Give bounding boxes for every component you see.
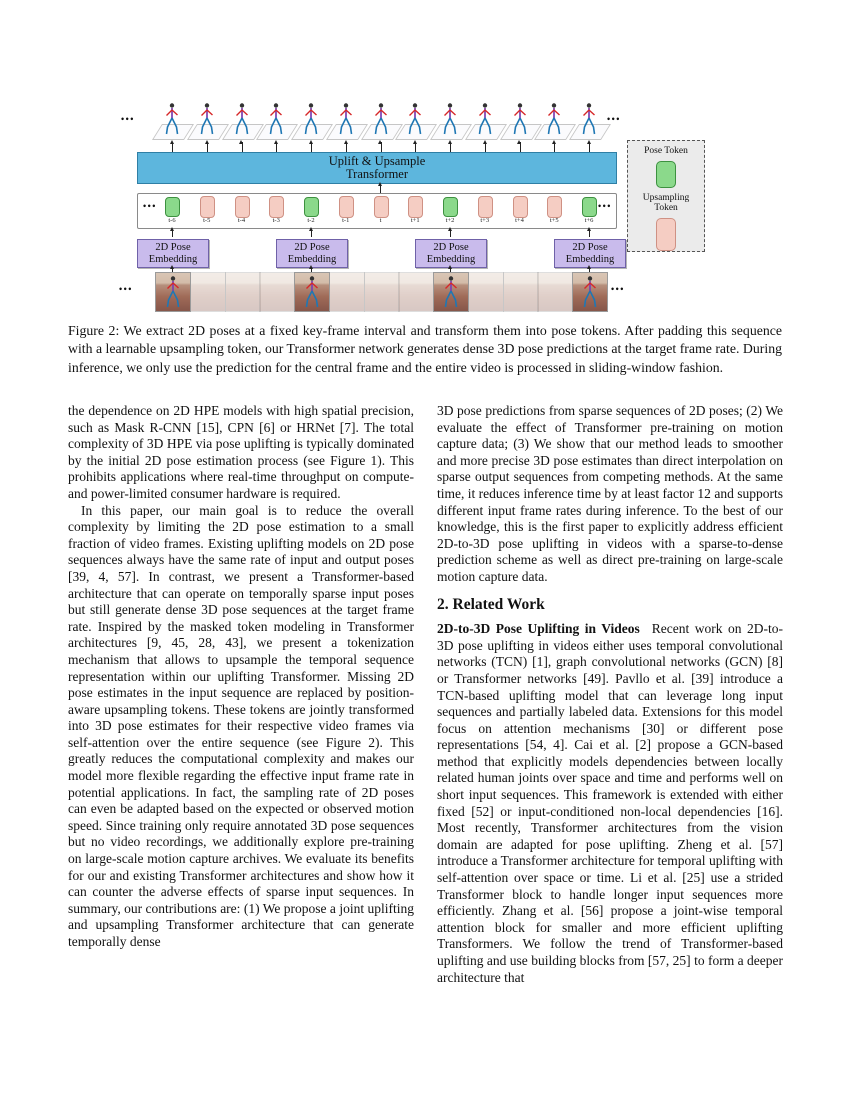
arrow-up-icon (346, 142, 347, 152)
token-frame-label: t (379, 217, 382, 224)
ellipsis-frames-right: ••• (611, 284, 625, 294)
pose-3d-skeleton-icon (336, 102, 356, 136)
arrow-up-icon (589, 142, 590, 152)
token-frame-label: t+4 (515, 217, 524, 224)
arrow-up-icon (450, 142, 451, 152)
ellipsis-skeletons-left: ••• (121, 114, 135, 124)
arrow-up-icon (589, 229, 590, 237)
upsampling-token (478, 196, 493, 218)
arrow-up-icon (589, 267, 590, 272)
video-frame (329, 272, 365, 312)
arrow-up-icon (554, 142, 555, 152)
embedding-label-line2: Embedding (287, 253, 337, 265)
pose-3d-skeleton-icon (510, 102, 530, 136)
paragraph: In this paper, our main goal is to reduce the overall complexity by limiting the 2D pose estimation to a small fraction of video frames. Existing uplifting models on 2D pose sequences always have the same rate of input and output poses [39, 4, 57]. In contrast, we present a Transformer-based architecture that can operate on temporally sparse input poses but still generate dense 3D pose sequences at the target frame rate. Inspired by the masked token modeling in Transformer architectures [9, 45, 28, 43], we present a tokenization mechanism that allows to upsample the temporal sequence representation within our uplifting Transformer. Missing 2D pose estimates in the input sequence are replaced by position-aware upsampling tokens. These tokens are jointly transformed into 3D pose estimates for their respective video frames via self-attention over the entire sequence (see Figure 2). This greatly reduces the computational complexity and makes our model more flexible regarding the effective input frame rate in potential applications. In fact, the sampling rate of 2D poses can even be adapted based on the expected or observed motion speed. Since training only require annotated 3D pose sequences but no video recordings, we additionally explore pre-training on large-scale motion capture archives. We evaluate its benefits for our and existing Transformer architectures and show how it can counter the adverse effects of sparse input sequences. In summary, our contributions are: (1) We propose a joint uplifting and upsampling Transformer architecture that can generate temporally dense (68, 502, 414, 949)
token-legend (627, 140, 705, 252)
arrow-up-icon (450, 267, 451, 272)
video-frame (364, 272, 400, 312)
arrow-up-icon (276, 142, 277, 152)
embedding-label-line2: Embedding (565, 253, 615, 265)
paragraph-lead-bold: 2D-to-3D Pose Uplifting in Videos (437, 621, 640, 637)
token-frame-label: t-1 (342, 217, 350, 224)
embedding-label-line2: Embedding (148, 253, 198, 265)
skeleton-glyph (405, 102, 425, 136)
video-frame (537, 272, 573, 312)
video-frame (155, 272, 191, 312)
pose-3d-skeleton-icon (232, 102, 252, 136)
token-frame-label: t-5 (203, 217, 211, 224)
paragraph: the dependence on 2D HPE models with high spatial precision, such as Mask R-CNN [15], CPN [6] or HRNet [7]. The total complexity of 3D HPE via pose uplifting is typically dominated by the initial 2D pose estimation process (see Figure 1). This prohibits applications where real-time throughput on compute- and power-limited consumer hardware is required. (68, 403, 414, 501)
skeleton-glyph (475, 102, 495, 136)
skeleton-glyph (336, 102, 356, 136)
token-frame-label: t+1 (410, 217, 420, 224)
token-frame-label: t+2 (445, 217, 455, 224)
arrow-up-icon (520, 142, 521, 152)
video-frame (468, 272, 504, 312)
skeleton-glyph (371, 102, 391, 136)
skeleton-glyph (440, 102, 460, 136)
token-frame-label: t-4 (237, 217, 246, 224)
upsampling-token (408, 196, 423, 218)
arrow-up-icon (450, 229, 451, 237)
pose-3d-skeleton-icon (266, 102, 286, 136)
right-column (437, 403, 783, 986)
transformer-label-line2: Transformer (345, 167, 409, 181)
arrow-up-icon (172, 267, 173, 272)
arrow-up-icon (172, 142, 173, 152)
skeleton-glyph (163, 275, 183, 309)
video-frame (190, 272, 226, 312)
video-frame (259, 272, 295, 312)
upsampling-token-swatch (656, 218, 676, 251)
legend-pose-token-label: Pose Token (644, 146, 688, 156)
skeleton-glyph (266, 102, 286, 136)
pose-token (165, 197, 180, 217)
upsampling-token (374, 196, 389, 218)
pose-3d-skeleton-icon (405, 102, 425, 136)
pose-3d-skeleton-icon (544, 102, 564, 136)
token-frame-label: t-2 (307, 217, 315, 224)
embedding-label-line1: 2D Pose (433, 242, 469, 253)
figure-2-diagram (67, 96, 707, 314)
skeleton-glyph (162, 102, 182, 136)
embedding-label-line1: 2D Pose (155, 242, 191, 253)
arrow-up-icon (311, 267, 312, 272)
legend-upsampling-token-label: Upsampling Token (642, 192, 690, 214)
ellipsis-tokens-right: ••• (598, 201, 612, 211)
pose-3d-skeleton-icon (301, 102, 321, 136)
skeleton-glyph (441, 275, 461, 309)
pose-3d-skeleton-icon (475, 102, 495, 136)
pose-3d-skeleton-icon (371, 102, 391, 136)
pose-token (582, 197, 597, 217)
video-frame (398, 272, 434, 312)
video-frame (433, 272, 469, 312)
skeleton-glyph (510, 102, 530, 136)
paragraph (437, 621, 783, 986)
skeleton-glyph (579, 102, 599, 136)
arrow-up-icon (415, 142, 416, 152)
arrow-up-icon (172, 229, 173, 237)
upsampling-token (547, 196, 562, 218)
upsampling-token (269, 196, 284, 218)
pose-3d-skeleton-icon (197, 102, 217, 136)
pose-token-swatch (656, 161, 676, 188)
arrow-up-icon (207, 142, 208, 152)
video-frame (503, 272, 539, 312)
pose-2d-overlay-icon (580, 275, 600, 309)
paragraph-text: Recent work on 2D-to-3D pose uplifting in videos either uses temporal convolutional networks (TCN) [1], graph convolutional networks (GCN) [8] or Transformer networks [49]. Pavllo et al. [39] introduce a TCN-based uplifting model that can leverage long input sequences and partially labeled data. Extensions for this model focus on attention mechanisms [30] or different pose representations [54, 4]. Cai et al. [2] propose a GCN-based method that explicitly models dependencies between locally related human joints over space and time and performs well on short input sequences. This framework is extended with either fixed [52] or input-conditioned non-local dependencies [16]. Most recently, Transformer architectures from the vision domain are adapted for pose uplifting. Zheng et al. [57] introduce a Transformer architecture for temporal uplifting with self-attention over space or time. Li et al. [25] use a strided Transformer block to handle longer input sequences more efficiently. Zhang et al. [56] propose a joint-wise temporal attention block for smaller and more efficient uplifting Transformers. We follow the trend of Transformer-based uplifting and use building blocks from [57, 25] to form a deeper architecture that (437, 621, 783, 985)
token-frame-label: t-6 (168, 217, 176, 224)
arrow-up-icon (311, 142, 312, 152)
paragraph: 3D pose predictions from sparse sequences of 2D poses; (2) We evaluate the effect of Transformer pre-training on motion capture data; (3) We show that our method leads to smoother and more precise 3D pose estimates than direct interpolation on sparse output sequences from competing methods. At the same time, it reduces inference time by at least factor 12 and supports different input frame rates during inference. To the best of our knowledge, this is the first paper to explicitly address efficient 2D-to-3D pose uplifting in videos with a sparse-to-dense prediction scheme as well as direct pre-training on large-scale motion capture data. (437, 403, 783, 584)
token-frame-label: t+6 (584, 217, 594, 224)
token-frame-label: t+5 (549, 217, 559, 224)
left-column (68, 403, 414, 951)
skeleton-glyph (544, 102, 564, 136)
pose-3d-skeleton-icon (162, 102, 182, 136)
transformer-label-line1: Uplift & Upsample (328, 153, 426, 168)
embedding-label-line2: Embedding (426, 253, 476, 265)
video-frame (225, 272, 261, 312)
video-frame (572, 272, 608, 312)
skeleton-glyph (301, 102, 321, 136)
upsampling-token (235, 196, 250, 218)
arrow-up-icon (380, 184, 381, 193)
pose-3d-skeleton-icon (440, 102, 460, 136)
pose-2d-overlay-icon (302, 275, 322, 309)
token-frame-label: t-3 (272, 217, 280, 224)
pose-token (443, 197, 458, 217)
ellipsis-frames-left: ••• (119, 284, 133, 294)
arrow-up-icon (242, 142, 243, 152)
ellipsis-skeletons-right: ••• (607, 114, 621, 124)
video-frame (294, 272, 330, 312)
arrow-up-icon (381, 142, 382, 152)
upsampling-token (200, 196, 215, 218)
ellipsis-tokens-left: ••• (143, 201, 157, 211)
pose-token (304, 197, 319, 217)
figure-2-caption: Figure 2: We extract 2D poses at a fixed key-frame interval and transform them into pose tokens. After padding this sequence with a learnable upsampling token, our Transformer network generates dense 3D pose predictions at the target frame rate. During inference, we only use the prediction for the central frame and the entire video is processed in sliding-window fashion. (68, 323, 782, 375)
section-heading-related-work: 2. Related Work (437, 595, 545, 613)
embedding-label-line1: 2D Pose (572, 242, 608, 253)
upsampling-token (513, 196, 528, 218)
arrow-up-icon (485, 142, 486, 152)
arrow-up-icon (311, 229, 312, 237)
upsampling-token (339, 196, 354, 218)
skeleton-glyph (302, 275, 322, 309)
skeleton-glyph (197, 102, 217, 136)
skeleton-glyph (580, 275, 600, 309)
pose-2d-overlay-icon (441, 275, 461, 309)
embedding-label-line1: 2D Pose (294, 242, 330, 253)
skeleton-glyph (232, 102, 252, 136)
token-frame-label: t+3 (480, 217, 490, 224)
pose-3d-skeleton-icon (579, 102, 599, 136)
pose-2d-overlay-icon (163, 275, 183, 309)
